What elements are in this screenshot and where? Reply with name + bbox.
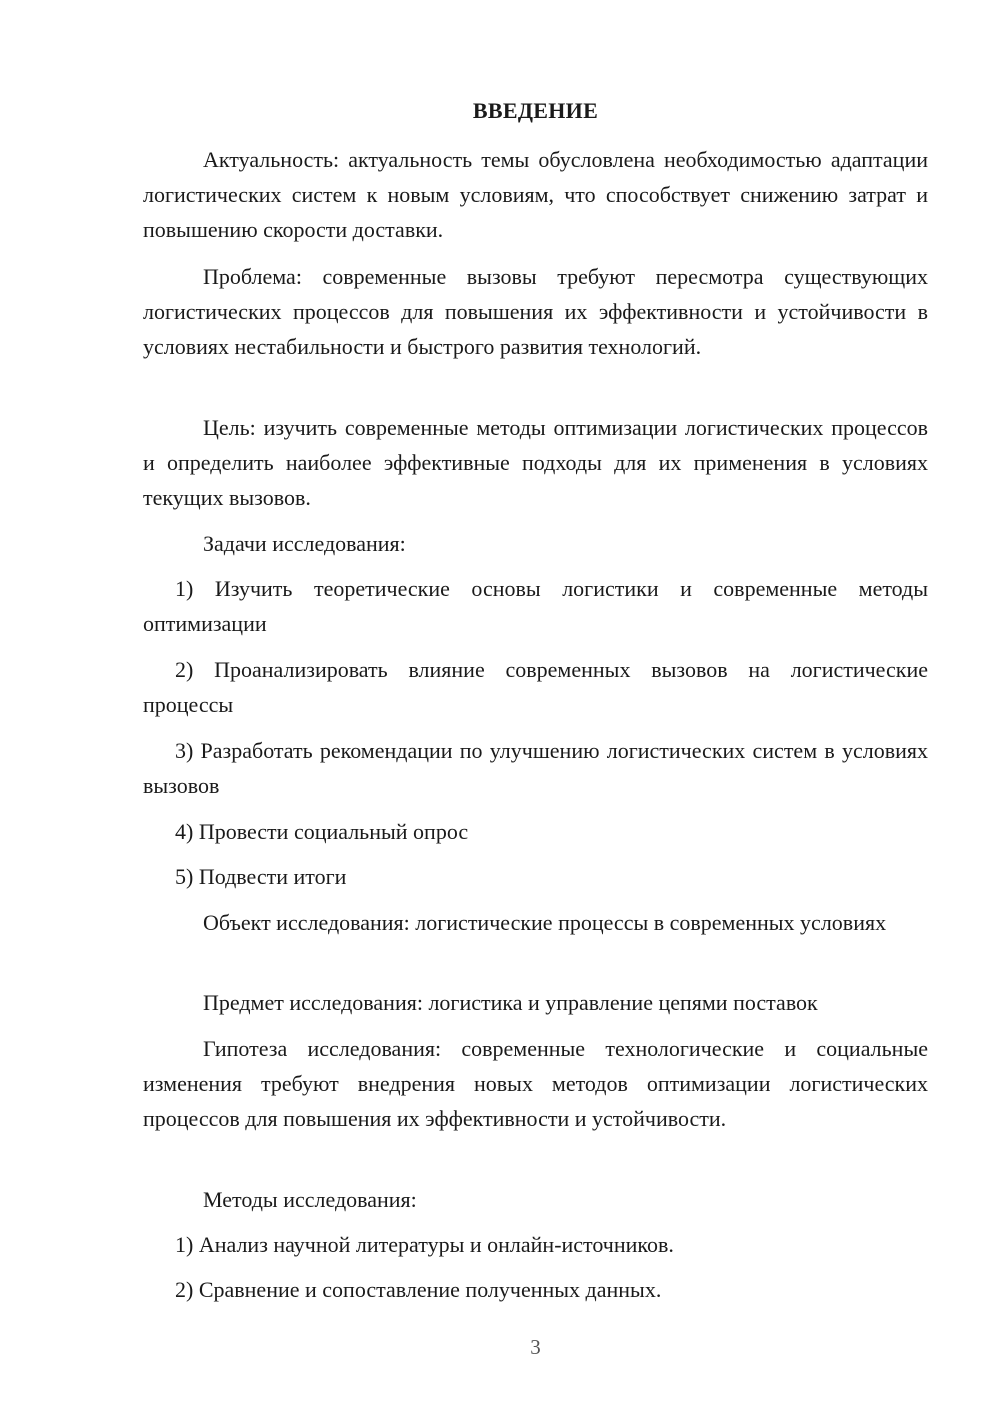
hypothesis-paragraph: Гипотеза исследования: современные технологические и социальные изменения требуют внедрения новых методов оптимизации логистических процессов для повышения их эффективности и устойчивости. — [143, 1036, 928, 1131]
task-item-3: 3) Разработать рекомендации по улучшению логистических систем в условиях вызовов — [143, 738, 928, 798]
tasks-title: Задачи исследования: — [203, 531, 406, 556]
problem-paragraph: Проблема: современные вызовы требуют пересмотра существующих логистических процессов для повышения их эффективности и устойчивости в условиях нестабильности и быстрого развития технологий. — [143, 264, 928, 359]
task-item-4: 4) Провести социальный опрос — [175, 819, 469, 844]
method-item-1: 1) Анализ научной литературы и онлайн-источников. — [175, 1232, 674, 1257]
methods-title: Методы исследования: — [203, 1187, 417, 1212]
section-heading: ВВЕДЕНИЕ — [472, 98, 599, 123]
relevance-paragraph: Актуальность: актуальность темы обусловлена необходимостью адаптации логистических систем к новым условиям, что способствует снижению затрат и повышению скорости доставки. — [143, 147, 928, 242]
method-item-2: 2) Сравнение и сопоставление полученных данных. — [175, 1277, 662, 1302]
task-item-1: 1) Изучить теоретические основы логистики и современные методы оптимизации — [143, 576, 928, 636]
object-paragraph: Объект исследования: логистические процессы в современных условиях — [203, 910, 887, 935]
task-item-2: 2) Проанализировать влияние современных вызовов на логистические процессы — [143, 657, 928, 717]
page-number: 3 — [530, 1335, 541, 1359]
goal-paragraph: Цель: изучить современные методы оптимизации логистических процессов и определить наиболее эффективные подходы для их применения в условиях текущих вызовов. — [143, 415, 928, 510]
subject-paragraph: Предмет исследования: логистика и управление цепями поставок — [203, 990, 818, 1015]
task-item-5: 5) Подвести итоги — [175, 864, 347, 889]
